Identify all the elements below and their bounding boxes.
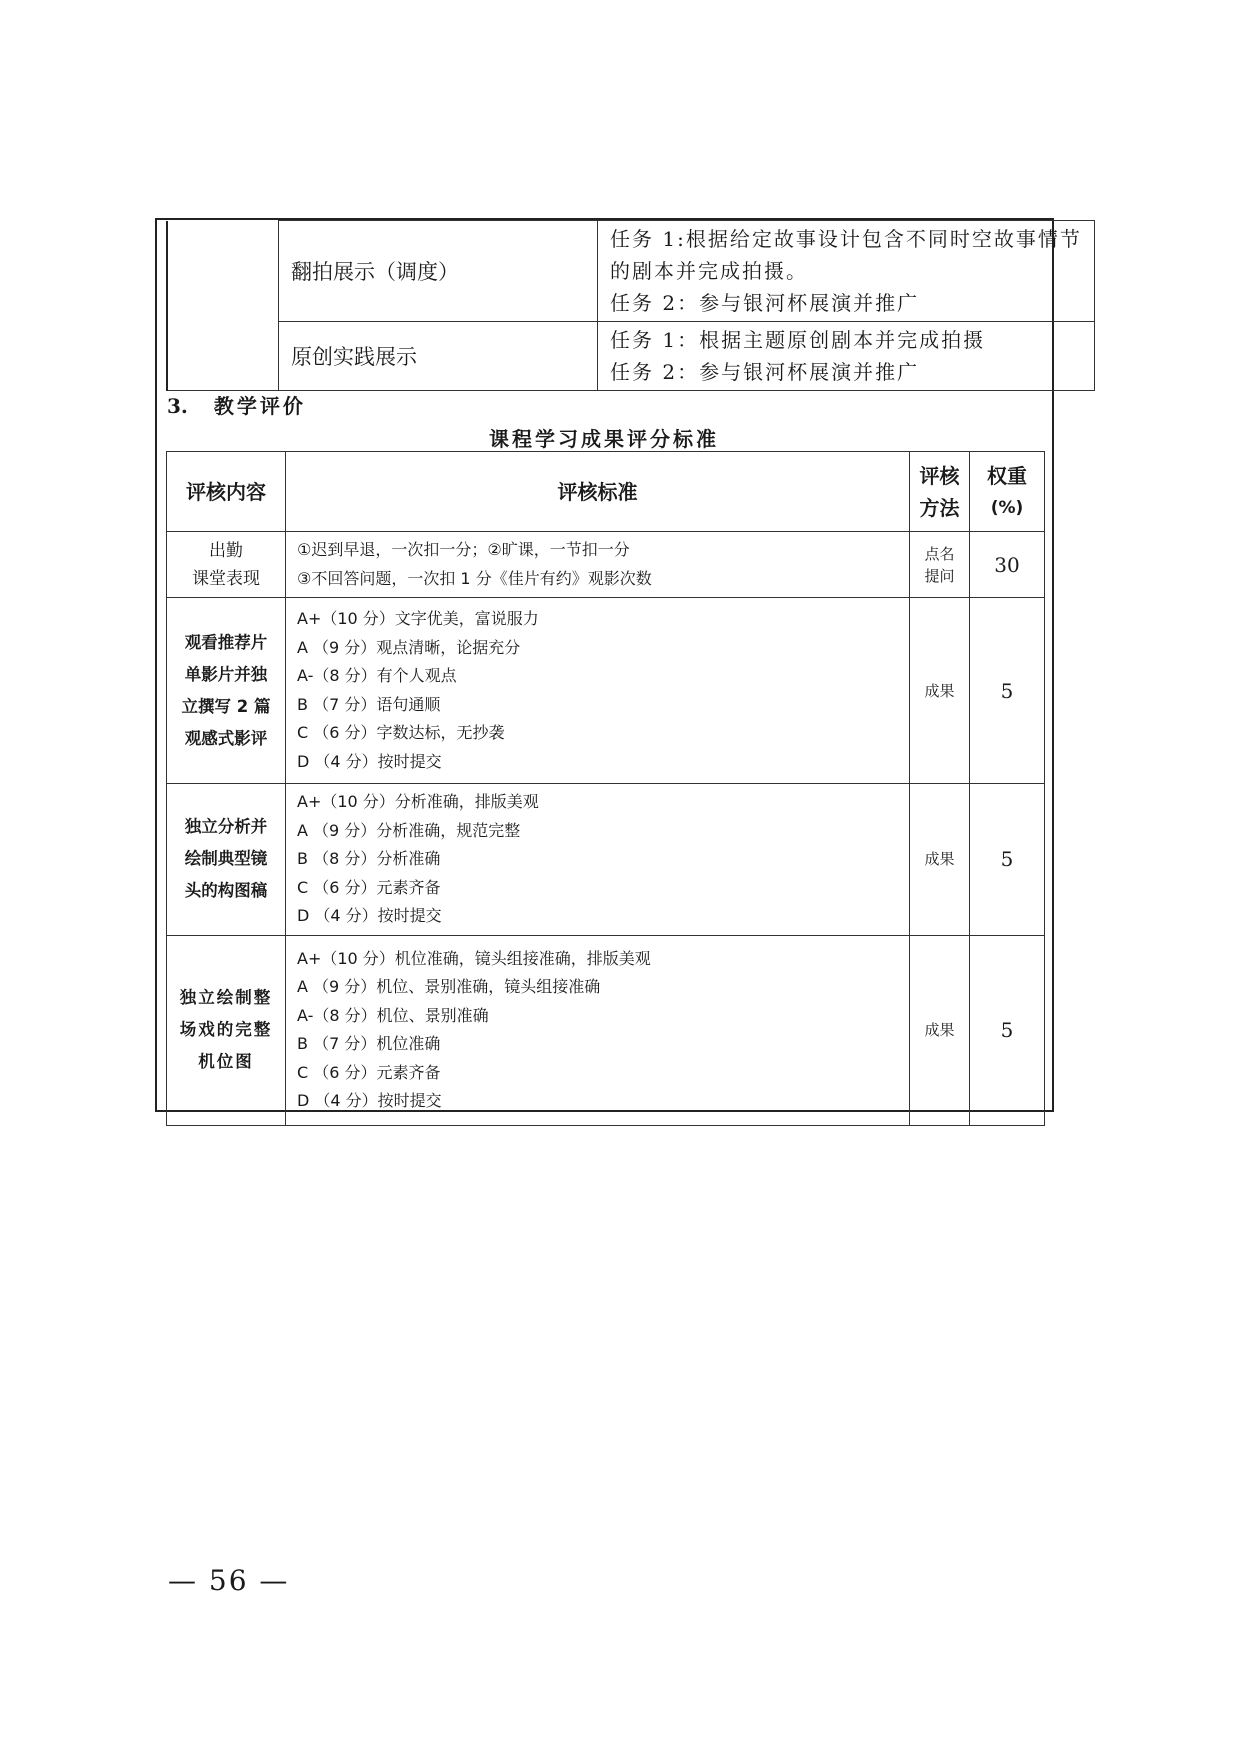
method-line: 提问 (924, 566, 955, 585)
criteria-line: D （4 分）按时提交 (297, 1091, 442, 1110)
table-row (167, 598, 1045, 784)
method-line: 点名 (924, 544, 955, 563)
rubric-title: 课程学习成果评分标准 (489, 427, 719, 451)
activity-name: 翻拍展示（调度） (279, 221, 598, 322)
row-method: 成果 (910, 935, 970, 1125)
row-criteria (286, 784, 910, 936)
criteria-line: D （4 分）按时提交 (297, 751, 442, 771)
section-heading (167, 390, 306, 419)
table-row (167, 221, 1094, 322)
content-line: 立撰写 2 篇 (181, 696, 271, 716)
row-method: 成果 (910, 784, 970, 936)
criteria-line: C （6 分）字数达标，无抄袭 (297, 723, 505, 742)
criteria-line: A+（10 分）分析准确，排版美观 (297, 792, 539, 811)
table-row (167, 532, 1045, 598)
table-row (167, 784, 1045, 936)
criteria-line: A-（8 分）有个人观点 (297, 666, 457, 685)
header-content: 评核内容 (167, 452, 286, 532)
table-row (167, 322, 1094, 391)
task-line: 的剧本并完成拍摄。 (610, 259, 808, 283)
criteria-line: C （6 分）元素齐备 (297, 877, 441, 897)
row-method (910, 532, 970, 598)
header-method-line: 评核 (919, 463, 960, 488)
blank-cell (167, 221, 279, 391)
row-weight: 30 (970, 532, 1045, 598)
row-weight: 5 (970, 598, 1045, 784)
row-criteria (286, 598, 910, 784)
rubric-table (166, 451, 1045, 1126)
criteria-line: D （4 分）按时提交 (297, 906, 442, 925)
activities-table (166, 220, 1095, 391)
activity-name: 原创实践展示 (279, 322, 598, 391)
content-line: 头的构图稿 (184, 881, 268, 901)
header-criteria: 评核标准 (286, 452, 910, 532)
criteria-line: A+（10 分）机位准确，镜头组接准确，排版美观 (297, 948, 651, 968)
row-criteria (286, 532, 910, 598)
task-line: 任务 2：参与银河杯展演并推广 (610, 291, 920, 315)
criteria-line: A （9 分）观点清晰，论据充分 (297, 637, 521, 657)
header-weight-line: (%) (990, 497, 1024, 518)
row-weight: 5 (970, 784, 1045, 936)
criteria-line: B （8 分）分析准确 (297, 849, 441, 868)
row-weight: 5 (970, 935, 1045, 1125)
content-line: 课堂表现 (192, 568, 260, 589)
content-line: 独立分析并 (184, 817, 268, 837)
criteria-line: A （9 分）分析准确，规范完整 (297, 820, 521, 840)
criteria-line: C （6 分）元素齐备 (297, 1062, 441, 1082)
row-content (167, 935, 286, 1125)
header-weight (970, 452, 1045, 532)
header-method (910, 452, 970, 532)
task-line: 任务 1:根据给定故事设计包含不同时空故事情节 (610, 227, 1082, 251)
activity-tasks (598, 221, 1095, 322)
task-line: 任务 2：参与银河杯展演并推广 (610, 360, 920, 384)
table-header-row (167, 452, 1045, 532)
section-title: 教学评价 (213, 394, 306, 418)
content-line: 单影片并独 (184, 664, 268, 684)
row-content (167, 784, 286, 936)
page-number: — 56 — (168, 1564, 290, 1597)
criteria-line: A （9 分）机位、景别准确，镜头组接准确 (297, 977, 601, 996)
row-method: 成果 (910, 598, 970, 784)
content-line: 绘制典型镜 (184, 849, 268, 869)
criteria-line: A+（10 分）文字优美，富说服力 (297, 609, 539, 628)
content-line: 观看推荐片 (184, 632, 268, 652)
criteria-line: B （7 分）机位准确 (297, 1034, 441, 1053)
table-row (167, 935, 1045, 1125)
section-number: 3. (167, 394, 188, 418)
criteria-line: B （7 分）语句通顺 (297, 694, 441, 714)
content-line: 观感式影评 (184, 728, 268, 748)
content-line: 出勤 (209, 540, 243, 561)
task-line: 任务 1：根据主题原创剧本并完成拍摄 (610, 328, 986, 352)
header-weight-line: 权重 (987, 463, 1027, 488)
content-line: 独立绘制整 (179, 988, 273, 1007)
criteria-line: ①迟到早退，一次扣一分；②旷课，一节扣一分 (297, 540, 630, 559)
row-criteria (286, 935, 910, 1125)
criteria-line: A-（8 分）机位、景别准确 (297, 1005, 489, 1025)
row-content (167, 532, 286, 598)
content-line: 场戏的完整 (179, 1020, 273, 1039)
activity-tasks (598, 322, 1095, 391)
row-content (167, 598, 286, 784)
criteria-line: ③不回答问题，一次扣 1 分《佳片有约》观影次数 (297, 568, 652, 588)
content-line: 机位图 (198, 1052, 254, 1071)
header-method-line: 方法 (919, 495, 960, 520)
